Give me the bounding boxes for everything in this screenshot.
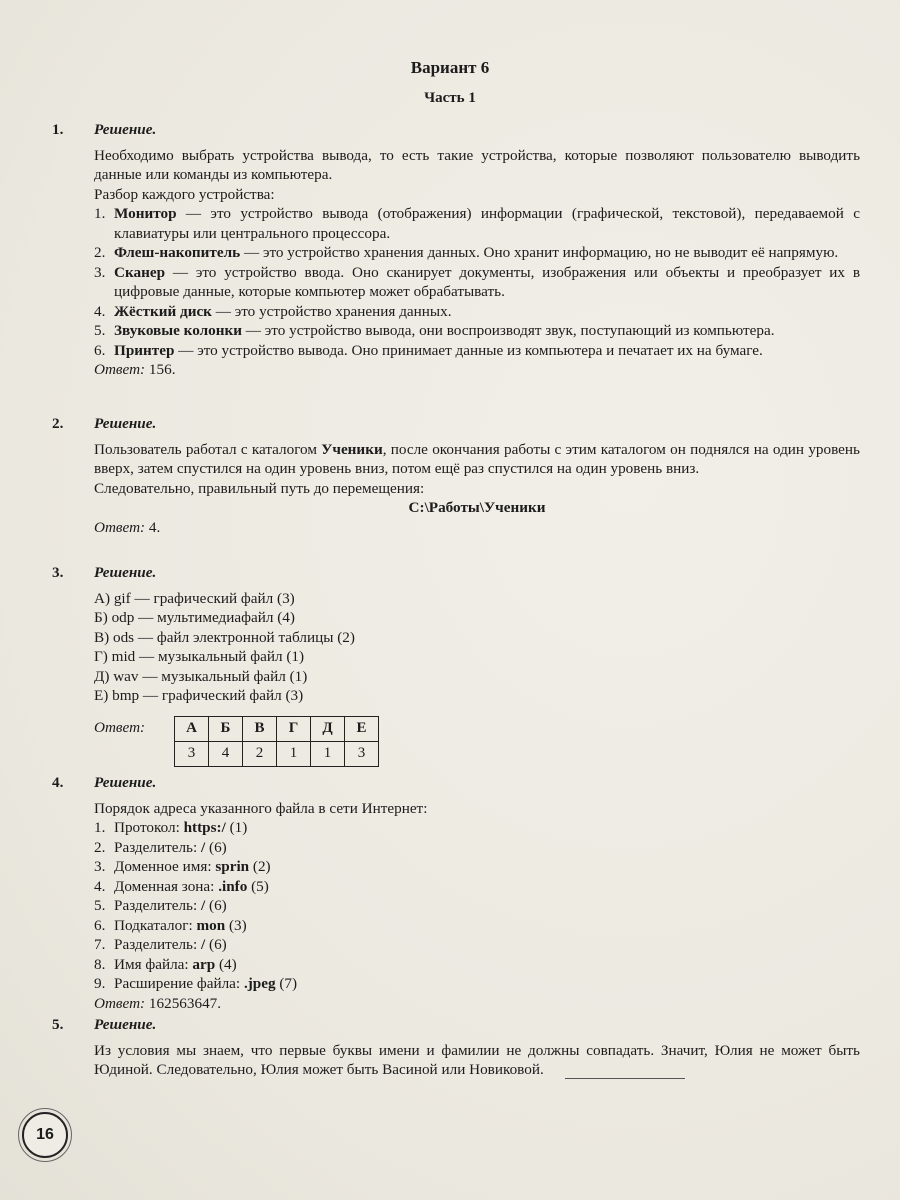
solution-label: Решение. (94, 415, 157, 432)
table-value-cell: 1 (277, 742, 311, 767)
part-value: arp (192, 955, 216, 973)
url-part-item (94, 916, 860, 936)
table-header-cell: Д (311, 717, 345, 742)
answer-label: Ответ: (94, 518, 146, 536)
item-text (114, 263, 860, 302)
file-type-item: Е) bmp — графический файл (3) (94, 687, 304, 704)
item-text (114, 243, 860, 263)
device-desc: — это устройство хранения данных. (211, 302, 452, 320)
url-parts-list (94, 818, 860, 994)
solution-label: Решение. (94, 1016, 157, 1033)
answer-table (174, 716, 379, 767)
variant-title: Вариант 6 (410, 58, 490, 77)
answer-value: 4. (148, 518, 161, 536)
part-value: https:/ (183, 819, 226, 836)
task-intro: Порядок адреса указанного файла в сети Интернет: (94, 799, 428, 817)
item-text (114, 321, 860, 341)
table-header-cell: В (243, 717, 277, 742)
url-part-item (94, 818, 860, 838)
part-title: Часть 1 (424, 90, 476, 106)
table-value-cell: 3 (345, 742, 379, 767)
item-number: 6. (94, 916, 106, 934)
item-number: 1. (94, 205, 106, 222)
item-number: 6. (94, 341, 106, 359)
device-term: Сканер (114, 263, 166, 281)
part-order: (6) (205, 936, 227, 953)
item-text (114, 838, 860, 858)
part-label: Расширение файла: (114, 975, 244, 992)
item-text (114, 818, 860, 838)
url-part-item (94, 955, 860, 975)
part-order: (6) (205, 838, 227, 856)
part-value: / (201, 897, 206, 914)
part-value: .jpeg (243, 975, 276, 992)
device-item (94, 302, 860, 322)
item-text (114, 204, 860, 243)
part-order: (1) (225, 819, 248, 836)
item-text (114, 896, 860, 916)
item-number: 3. (94, 263, 106, 281)
part-value: sprin (215, 858, 250, 875)
part-order: (4) (215, 955, 237, 973)
task-number: 5. (52, 1016, 64, 1033)
url-part-item (94, 974, 860, 994)
part-label: Доменная зона: (114, 877, 219, 895)
answer-label: Ответ: (94, 361, 146, 378)
item-number: 5. (94, 897, 106, 914)
table-header-cell: Е (345, 717, 379, 742)
item-number: 7. (94, 936, 106, 953)
item-text (114, 341, 860, 361)
item-text (114, 877, 860, 897)
item-text (114, 974, 860, 994)
url-part-item (94, 857, 860, 877)
task-text: Пользователь работал с каталогом (94, 440, 322, 458)
device-desc: — это устройство вывода, они воспроизводят звук, поступающий из компьютера. (241, 322, 775, 339)
item-text (114, 955, 860, 975)
item-text (114, 857, 860, 877)
url-part-item (94, 935, 860, 955)
answer-value: 156. (148, 361, 176, 378)
item-number: 2. (94, 244, 106, 261)
item-number: 4. (94, 302, 106, 320)
table-header-cell: Б (209, 717, 243, 742)
file-type-item: В) ods — файл электронной таблицы (2) (94, 628, 355, 646)
part-value: .info (218, 877, 248, 895)
item-number: 3. (94, 858, 106, 875)
part-order: (6) (205, 897, 227, 914)
answer-label: Ответ: (94, 719, 146, 736)
part-label: Протокол: (114, 819, 184, 836)
item-text (114, 935, 860, 955)
part-order: (7) (275, 975, 298, 992)
table-value-cell: 4 (209, 742, 243, 767)
url-part-item (94, 877, 860, 897)
part-label: Разделитель: (114, 838, 201, 856)
task-intro: Необходимо выбрать устройства вывода, то есть такие устройства, которые позволяют пользователю выводить данные или команды из компьютера. (94, 146, 860, 183)
answer-value: 162563647. (148, 994, 222, 1012)
device-list (94, 204, 860, 360)
task-subhead: Разбор каждого устройства: (94, 185, 275, 203)
page-number: 16 (22, 1112, 68, 1158)
solution-label: Решение. (94, 774, 157, 791)
solution-label: Решение. (94, 121, 157, 138)
file-type-item: Д) wav — музыкальный файл (1) (94, 667, 308, 685)
device-item (94, 243, 860, 263)
url-part-item (94, 838, 860, 858)
answer-label: Ответ: (94, 994, 146, 1012)
item-number: 8. (94, 955, 106, 973)
divider (565, 1078, 685, 1079)
item-number: 9. (94, 975, 106, 992)
device-item (94, 263, 860, 302)
device-term: Монитор (114, 205, 177, 222)
part-label: Имя файла: (114, 955, 193, 973)
url-part-item (94, 896, 860, 916)
item-text (114, 916, 860, 936)
task-text: Из условия мы знаем, что первые буквы имени и фамилии не должны совпадать. Значит, Юлия не может быть Юдиной. Следовательно, Юлия может быть Васиной или Новиковой. (94, 1041, 860, 1078)
item-number: 2. (94, 838, 106, 856)
part-order: (2) (249, 858, 271, 875)
device-desc: — это устройство ввода. Оно сканирует документы, изображения или объекты и преобразует их в цифровые данные, которые компьютер может обрабатывать. (114, 263, 860, 300)
item-number: 5. (94, 322, 106, 339)
table-value-cell: 2 (243, 742, 277, 767)
task-number: 3. (52, 564, 64, 581)
task-number: 1. (52, 121, 64, 138)
device-item (94, 204, 860, 243)
file-type-list (94, 589, 860, 706)
device-item (94, 321, 860, 341)
file-type-item: А) gif — графический файл (3) (94, 589, 295, 607)
device-item (94, 341, 860, 361)
task-number: 4. (52, 774, 64, 791)
part-label: Доменное имя: (114, 858, 216, 875)
task-conclusion: Следовательно, правильный путь до перемещения: (94, 479, 425, 497)
device-desc: — это устройство вывода (отображения) информации (графической, текстовой), передаваемой с клавиатуры или центрального процессора. (114, 205, 860, 242)
part-label: Разделитель: (114, 897, 201, 914)
device-desc: — это устройство вывода. Оно принимает данные из компьютера и печатает их на бумаге. (174, 341, 763, 359)
path-value: С:\Работы\Ученики (408, 499, 546, 516)
task-text-cont: , после окончания работы с этим каталогом он поднялся на один уровень вверх, затем спустился на один уровень вниз, потом ещё раз спустился на один уровень вниз. (94, 440, 860, 477)
part-order: (3) (225, 916, 247, 934)
item-number: 4. (94, 877, 106, 895)
task-number: 2. (52, 415, 64, 432)
part-label: Разделитель: (114, 936, 201, 953)
table-value-cell: 1 (311, 742, 345, 767)
solution-label: Решение. (94, 564, 157, 581)
device-term: Флеш-накопитель (114, 244, 241, 261)
part-order: (5) (247, 877, 269, 895)
part-label: Подкаталог: (114, 916, 197, 934)
part-value: / (201, 838, 206, 856)
table-value-cell: 3 (175, 742, 209, 767)
table-header-cell: А (175, 717, 209, 742)
file-type-item: Г) mid — музыкальный файл (1) (94, 648, 305, 665)
table-header-cell: Г (277, 717, 311, 742)
part-value: / (201, 936, 206, 953)
item-number: 1. (94, 819, 106, 836)
device-desc: — это устройство хранения данных. Оно хранит информацию, но не выводит её напрямую. (240, 244, 839, 261)
file-type-item: Б) odp — мультимедиафайл (4) (94, 609, 295, 626)
part-value: mon (196, 916, 226, 934)
device-term: Принтер (114, 341, 175, 359)
device-term: Звуковые колонки (114, 322, 242, 339)
device-term: Жёсткий диск (114, 302, 212, 320)
item-text (114, 302, 860, 322)
folder-name: Ученики (321, 440, 383, 458)
